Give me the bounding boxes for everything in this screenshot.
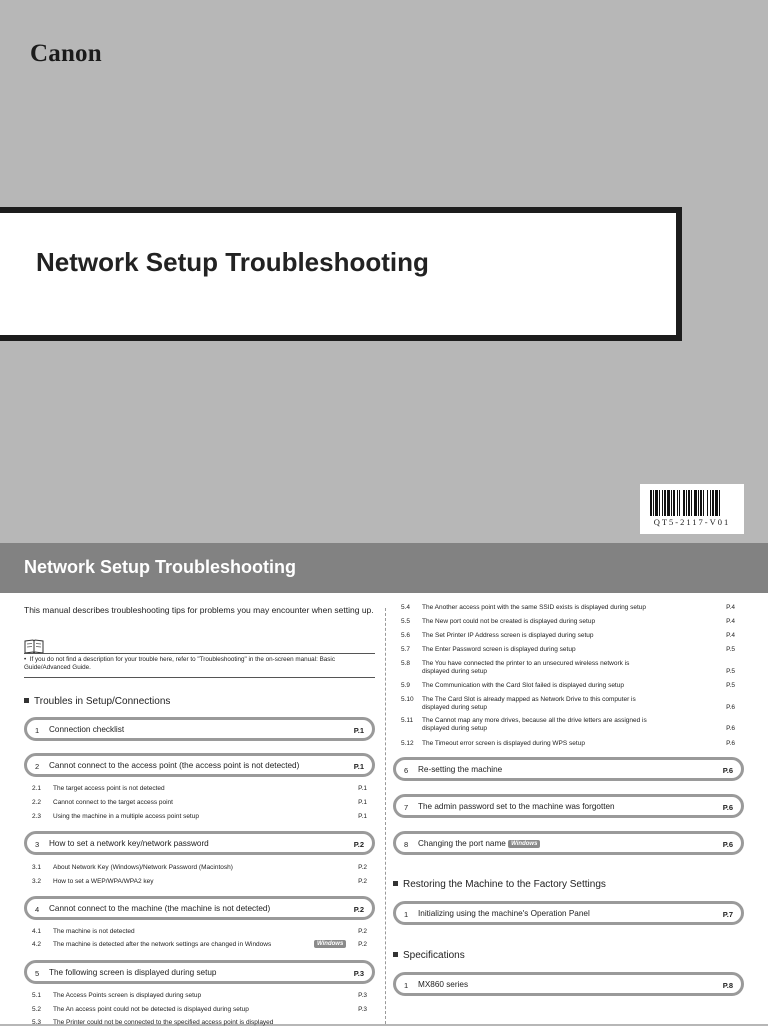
toc-item-initializing[interactable]	[393, 901, 744, 925]
toc-subitem[interactable]	[401, 660, 735, 678]
toc-item-number: 1	[404, 981, 409, 990]
note-rule-top	[24, 653, 375, 654]
toc-item-page: P.2	[353, 905, 364, 914]
toc-item-number: 6	[404, 766, 409, 775]
subitem-label: The Set Printer IP Address screen is displayed during setup	[422, 632, 594, 639]
barcode	[640, 484, 744, 534]
subitem-label-cont: displayed during setup	[422, 668, 488, 675]
subitem-page: P.2	[358, 864, 367, 871]
subitem-label: The Another access point with the same SSID exists is displayed during setup	[422, 604, 647, 611]
subitem-number: 5.8	[401, 660, 411, 667]
subitem-label: The An access point could not be detected is displayed during setup	[53, 1006, 249, 1013]
subitem-number: 5.10	[401, 696, 414, 703]
column-divider	[385, 608, 386, 1024]
toc-item-admin-password[interactable]	[393, 794, 744, 818]
subitem-label: The Enter Password screen is displayed during setup	[422, 646, 576, 653]
toc-item-number: 7	[404, 803, 409, 812]
toc-item-label: The following screen is displayed during setup	[49, 968, 217, 977]
subitem-page: P.1	[358, 813, 367, 820]
section-heading-label: Restoring the Machine to the Factory Settings	[403, 879, 606, 890]
subitem-label: The Timeout error screen is displayed during WPS setup	[422, 740, 585, 747]
toc-item-page: P.1	[353, 726, 364, 735]
toc-item-label: Connection checklist	[49, 725, 125, 734]
subitem-label: Cannot connect to the target access point	[53, 799, 173, 806]
subitem-number: 5.1	[32, 992, 42, 999]
canon-logo: Canon	[30, 40, 102, 67]
subitem-page: P.3	[358, 1006, 367, 1013]
subitem-label: The machine is not detected	[53, 928, 135, 935]
toc-item-number: 1	[404, 910, 409, 919]
toc-item-connection-checklist[interactable]	[24, 717, 375, 741]
subitem-label: The Communication with the Card Slot failed is displayed during setup	[422, 682, 624, 689]
toc-item-network-key[interactable]	[24, 831, 375, 855]
subitem-label: The The Card Slot is already mapped as Network Drive to this computer is	[422, 696, 636, 703]
toc-item-number: 1	[35, 726, 40, 735]
subitem-number: 5.4	[401, 604, 411, 611]
subitem-number: 3.2	[32, 878, 42, 885]
toc-item-machine-not-detected[interactable]	[24, 896, 375, 920]
subitem-number: 2.3	[32, 813, 42, 820]
subitem-label: The Printer could not be connected to the specified access point is displayed	[53, 1019, 274, 1026]
subitem-page: P.4	[726, 618, 735, 625]
toc-item-number: 5	[35, 969, 40, 978]
toc-subitem[interactable]	[401, 717, 735, 735]
subitem-label-cont: displayed during setup	[422, 704, 488, 711]
subitem-page: P.3	[358, 992, 367, 999]
book-icon	[24, 639, 44, 654]
subitem-page: P.5	[726, 668, 735, 675]
barcode-text: QT5-2117-V01	[653, 517, 731, 527]
toc-item-label: The admin password set to the machine was forgotten	[418, 802, 615, 811]
section-heading-troubles	[24, 696, 170, 707]
toc-item-mx860-series[interactable]	[393, 972, 744, 996]
subitem-page: P.1	[358, 799, 367, 806]
note-rule-bottom	[24, 677, 375, 678]
barcode-bars-icon	[650, 490, 734, 516]
subitem-label: The You have connected the printer to an unsecured wireless network is	[422, 660, 630, 667]
subitem-number: 5.7	[401, 646, 411, 653]
toc-item-page: P.3	[353, 969, 364, 978]
subitem-page: P.6	[726, 740, 735, 747]
cover-title-box	[0, 207, 682, 341]
banner-title: Network Setup Troubleshooting	[24, 557, 297, 577]
toc-item-number: 4	[35, 905, 40, 914]
bullet-square-icon	[393, 881, 398, 886]
bullet-square-icon	[393, 952, 398, 957]
toc-item-label-wrap	[418, 839, 540, 848]
toc-item-page: P.6	[722, 803, 733, 812]
subitem-label: How to set a WEP/WPA/WPA2 key	[53, 878, 154, 885]
subitem-label: The machine is detected after the network settings are changed in Windows	[53, 941, 272, 948]
toc-item-label: Re-setting the machine	[418, 765, 503, 774]
toc-subitem[interactable]	[401, 696, 735, 714]
subitem-number: 2.1	[32, 785, 42, 792]
toc-item-page: P.7	[722, 910, 733, 919]
windows-badge-icon: Windows	[314, 940, 346, 948]
subitem-number: 5.5	[401, 618, 411, 625]
subitem-label: About Network Key (Windows)/Network Password (Macintosh)	[53, 864, 233, 871]
note-content: If you do not find a description for your trouble here, refer to "Troubleshooting" in the on-screen manual: Basic Guide/Advanced Guide.	[24, 656, 335, 671]
subitem-page: P.1	[358, 785, 367, 792]
subitem-number: 5.11	[401, 717, 414, 724]
subitem-number: 5.9	[401, 682, 411, 689]
subitem-label-cont: displayed during setup	[422, 725, 488, 732]
toc-item-access-point[interactable]	[24, 753, 375, 777]
toc-item-label: MX860 series	[418, 980, 469, 989]
subitem-page: P.2	[358, 941, 367, 948]
toc-item-page: P.6	[722, 766, 733, 775]
toc-item-page: P.2	[353, 840, 364, 849]
intro-text: This manual describes troubleshooting tips for problems you may encounter when setting up.	[24, 605, 374, 615]
subitem-label: The Cannot map any more drives, because all the drive letters are assigned is	[422, 717, 647, 724]
toc-item-port-name[interactable]	[393, 831, 744, 855]
subitem-label: The Access Points screen is displayed during setup	[53, 992, 202, 999]
subitem-number: 5.2	[32, 1006, 42, 1013]
subitem-page: P.2	[358, 928, 367, 935]
toc-item-number: 2	[35, 762, 40, 771]
subitem-number: 4.1	[32, 928, 42, 935]
subitem-number: 5.12	[401, 740, 414, 747]
toc-item-label: Initializing using the machine's Operation Panel	[418, 909, 590, 918]
subitem-page: P.4	[726, 632, 735, 639]
banner	[0, 543, 768, 593]
toc-item-label: Cannot connect to the access point (the access point is not detected)	[49, 761, 300, 770]
subitem-label: Using the machine in a multiple access point setup	[53, 813, 199, 820]
toc-item-page: P.1	[353, 762, 364, 771]
toc-item-page: P.6	[722, 840, 733, 849]
toc-item-label: Changing the port name	[418, 839, 506, 848]
subitem-page: P.6	[726, 704, 735, 711]
bullet-square-icon	[24, 698, 29, 703]
toc-item-label: How to set a network key/network password	[49, 839, 209, 848]
subitem-page: P.5	[726, 682, 735, 689]
toc-item-resetting[interactable]	[393, 757, 744, 781]
toc-item-number: 8	[404, 840, 409, 849]
subitem-number: 5.6	[401, 632, 411, 639]
windows-badge-icon: Windows	[508, 840, 540, 848]
subitem-number: 4.2	[32, 941, 42, 948]
toc-item-page: P.8	[722, 981, 733, 990]
subitem-page: P.5	[726, 646, 735, 653]
subitem-label: The target access point is not detected	[53, 785, 165, 792]
subitem-page: P.6	[726, 725, 735, 732]
toc-item-number: 3	[35, 840, 40, 849]
section-heading-specifications	[393, 950, 465, 961]
subitem-page: P.2	[358, 878, 367, 885]
section-heading-label: Troubles in Setup/Connections	[34, 696, 171, 707]
subitem-number: 3.1	[32, 864, 42, 871]
subitem-label: The New port could not be created is displayed during setup	[422, 618, 596, 625]
toc-item-screen-during-setup[interactable]	[24, 960, 375, 984]
cover-title: Network Setup Troubleshooting	[36, 247, 429, 277]
subitem-number: 5.3	[32, 1019, 42, 1026]
section-heading-factory	[393, 879, 606, 890]
note-text: • If you do not find a description for your trouble here, refer to "Troubleshooting" in the on-screen manual: Basic Guide/Advanced Guide.	[24, 656, 335, 671]
toc-item-label: Cannot connect to the machine (the machine is not detected)	[49, 904, 271, 913]
subitem-number: 2.2	[32, 799, 42, 806]
section-heading-label: Specifications	[403, 950, 465, 961]
subitem-page: P.4	[726, 604, 735, 611]
